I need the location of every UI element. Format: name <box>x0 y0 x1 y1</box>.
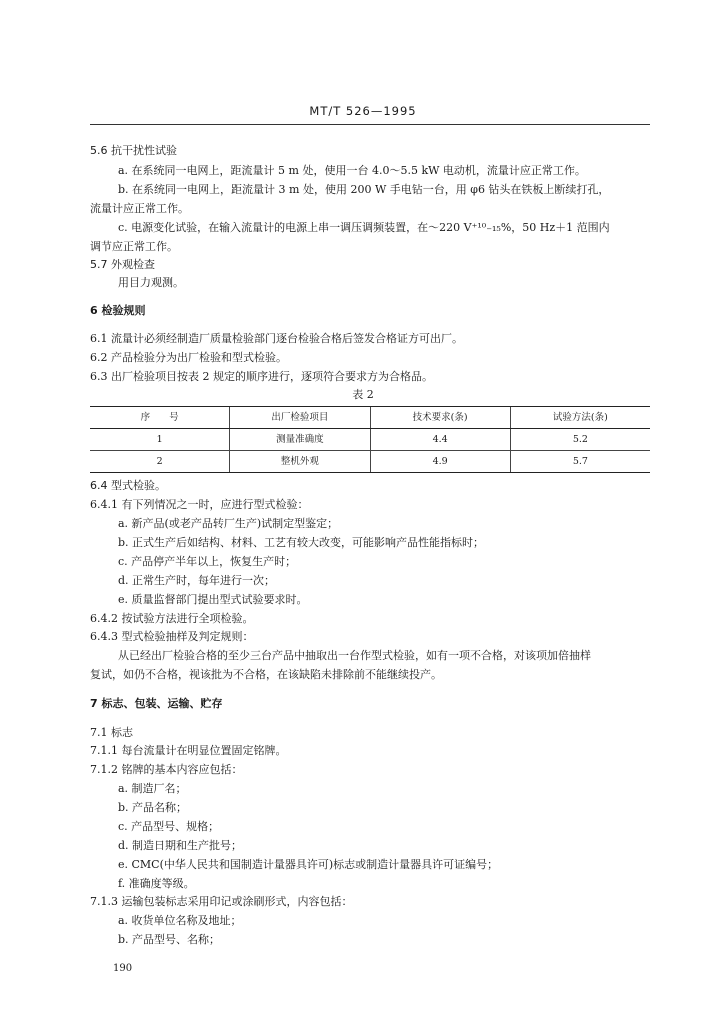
table-header-row <box>90 407 650 429</box>
section-6-4-3: 6.4.3 型式检验抽样及判定规则： <box>90 630 254 643</box>
table-cell: 1 <box>90 429 230 451</box>
section-5-6-item-b-cont: 流量计应正常工作。 <box>90 202 189 215</box>
table-header-cell: 出厂检验项目 <box>230 407 370 429</box>
section-6-4-1: 6.4.1 有下列情况之一时，应进行型式检验： <box>90 498 309 511</box>
list-item: b. 产品名称； <box>118 801 188 814</box>
list-item: a. 制造厂名； <box>118 782 187 795</box>
section-5-6-item-c: c. 电源变化试验，在输入流量计的电源上串一调压调频装置，在～220 V⁺¹⁰₋₁₅%，50 Hz＋1 范围内 <box>118 221 610 234</box>
list-item: f. 准确度等级。 <box>118 877 195 890</box>
list-item: e. 质量监督部门提出型式试验要求时。 <box>118 593 308 606</box>
table-cell: 测量准确度 <box>230 429 370 451</box>
list-item: d. 正常生产时，每年进行一次； <box>118 574 276 587</box>
table-header-cell: 试验方法(条) <box>510 407 650 429</box>
table-row <box>90 451 650 473</box>
list-item: e. CMC(中华人民共和国制造计量器具许可)标志或制造计量器具许可证编号； <box>118 858 499 871</box>
section-6-4-3-text: 从已经出厂检验合格的至少三台产品中抽取出一台作型式检验，如有一项不合格，对该项加倍抽样 <box>118 649 591 662</box>
section-6-1: 6.1 流量计必须经制造厂质量检验部门逐台检验合格后签发合格证方可出厂。 <box>90 332 463 345</box>
section-6-4-3-text-cont: 复试，如仍不合格，视该批为不合格，在该缺陷未排除前不能继续投产。 <box>90 668 442 681</box>
section-7-1-3: 7.1.3 运输包装标志采用印记或涂刷形式，内容包括： <box>90 895 353 908</box>
table-cell: 2 <box>90 451 230 473</box>
table-2-caption: 表 2 <box>352 388 374 401</box>
table-cell: 整机外观 <box>230 451 370 473</box>
section-5-6-item-a: a. 在系统同一电网上，距流量计 5 m 处，使用一台 4.0～5.5 kW 电动机，流量计应正常工作。 <box>118 164 586 177</box>
section-6-title: 6 检验规则 <box>90 304 146 317</box>
list-item: b. 产品型号、名称； <box>118 933 221 946</box>
section-6-4-title: 6.4 型式检验。 <box>90 479 166 492</box>
section-5-7-text: 用目力观测。 <box>118 276 184 289</box>
list-item: a. 新产品(或老产品转厂生产)试制定型鉴定； <box>118 517 339 530</box>
list-item: d. 制造日期和生产批号； <box>118 839 243 852</box>
list-item: c. 产品型号、规格； <box>118 820 220 833</box>
table-header-cell: 技术要求(条) <box>370 407 510 429</box>
page-number: 190 <box>113 963 133 974</box>
section-7-title: 7 标志、包装、运输、贮存 <box>90 697 223 710</box>
table-header-cell: 序 号 <box>90 407 230 429</box>
table-cell: 5.2 <box>510 429 650 451</box>
list-item: a. 收货单位名称及地址； <box>118 914 242 927</box>
section-7-1-2: 7.1.2 铭牌的基本内容应包括： <box>90 763 243 776</box>
section-7-1: 7.1 标志 <box>90 726 133 739</box>
section-7-1-1: 7.1.1 每台流量计在明显位置固定铭牌。 <box>90 744 287 757</box>
section-5-6-item-c-cont: 调节应正常工作。 <box>90 240 178 253</box>
table-cell: 4.9 <box>370 451 510 473</box>
section-5-6-item-b: b. 在系统同一电网上，距流量计 3 m 处，使用 200 W 手电钻一台，用 φ6 钻头在铁板上断续打孔， <box>118 183 610 196</box>
section-6-4-2: 6.4.2 按试验方法进行全项检验。 <box>90 612 254 625</box>
table-row <box>90 429 650 451</box>
list-item: b. 正式生产后如结构、材料、工艺有较大改变，可能影响产品性能指标时； <box>118 536 485 549</box>
table-cell: 4.4 <box>370 429 510 451</box>
header-rule <box>90 124 650 125</box>
section-5-6-title: 5.6 抗干扰性试验 <box>90 144 177 157</box>
section-5-7-title: 5.7 外观检查 <box>90 258 155 271</box>
section-6-3: 6.3 出厂检验项目按表 2 规定的顺序进行，逐项符合要求方为合格品。 <box>90 370 433 383</box>
table-cell: 5.7 <box>510 451 650 473</box>
standard-number: MT/T 526—1995 <box>309 104 417 118</box>
list-item: c. 产品停产半年以上，恢复生产时； <box>118 555 297 568</box>
table-2 <box>90 406 650 473</box>
section-6-2: 6.2 产品检验分为出厂检验和型式检验。 <box>90 351 287 364</box>
